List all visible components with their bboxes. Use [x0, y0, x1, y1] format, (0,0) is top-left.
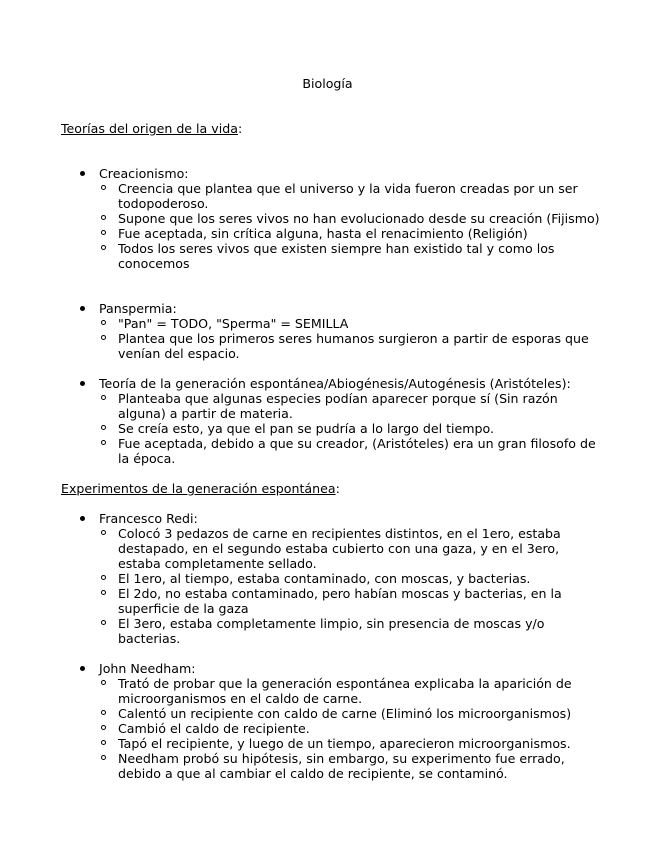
- sub-item-text: Creencia que plantea que el universo y la vida fueron creadas por un ser todopoderoso.: [118, 181, 578, 211]
- sub-list: [99, 181, 600, 271]
- sub-list: [99, 316, 600, 361]
- sub-item-text: Fue aceptada, debido a que su creador, (Aristóteles) era un gran filosofo de la época.: [118, 436, 596, 466]
- page-title: Biología: [302, 76, 353, 91]
- sub-list-item: [99, 436, 600, 466]
- circle-bullet-icon: [101, 440, 106, 445]
- sub-list-item: [99, 181, 600, 211]
- experiment-item: [80, 661, 600, 781]
- circle-bullet-icon: [101, 590, 106, 595]
- circle-bullet-icon: [101, 620, 106, 625]
- sub-item-text: Cambió el caldo de recipiente.: [118, 721, 310, 736]
- sub-item-text: El 2do, no estaba contaminado, pero habían moscas y bacterias, en la superficie de la gaza: [118, 586, 562, 616]
- sub-list-item: [99, 586, 600, 616]
- sub-item-text: Needham probó su hipótesis, sin embargo, su experimento fue errado, debido a que al cambiar el caldo de recipiente, se contaminó.: [118, 751, 565, 781]
- sub-item-text: Se creía esto, ya que el pan se pudría a lo largo del tiempo.: [118, 421, 495, 436]
- sub-item-text: El 1ero, al tiempo, estaba contaminado, con moscas, y bacterias.: [118, 571, 531, 586]
- circle-bullet-icon: [101, 230, 106, 235]
- bullet-icon: [80, 171, 85, 176]
- sub-item-text: Planteaba que algunas especies podían aparecer porque sí (Sin razón alguna) a partir de materia.: [118, 391, 558, 421]
- list-item-label: Creacionismo:: [99, 166, 189, 181]
- sub-list-item: [99, 331, 600, 361]
- sub-list-item: [99, 316, 600, 331]
- circle-bullet-icon: [101, 740, 106, 745]
- bullet-icon: [80, 666, 85, 671]
- theory-item: [80, 166, 600, 271]
- sub-list-item: [99, 706, 600, 721]
- sub-item-text: Colocó 3 pedazos de carne en recipientes distintos, en el 1ero, estaba destapado, en el segundo estaba cubierto con una gaza, y en el 3ero, estaba completamente sellado.: [118, 526, 561, 571]
- circle-bullet-icon: [101, 755, 106, 760]
- sub-list-item: [99, 211, 600, 226]
- list-item: [80, 166, 600, 271]
- sub-list: [99, 391, 600, 466]
- sub-item-text: Plantea que los primeros seres humanos surgieron a partir de esporas que venían del espacio.: [118, 331, 589, 361]
- list-item-label: John Needham:: [99, 661, 196, 676]
- circle-bullet-icon: [101, 530, 106, 535]
- circle-bullet-icon: [101, 335, 106, 340]
- list-item-label: Teoría de la generación espontánea/Abiogénesis/Autogénesis (Aristóteles):: [99, 376, 571, 391]
- sub-item-text: Fue aceptada, sin crítica alguna, hasta el renacimiento (Religión): [118, 226, 528, 241]
- sub-item-text: Calentó un recipiente con caldo de carne (Eliminó los microorganismos): [118, 706, 572, 721]
- sub-list-item: [99, 526, 600, 571]
- bullet-icon: [80, 516, 85, 521]
- circle-bullet-icon: [101, 680, 106, 685]
- sub-list-item: [99, 241, 600, 271]
- section-heading-text: Experimentos de la generación espontánea: [61, 481, 336, 496]
- sub-list-item: [99, 736, 600, 751]
- theory-item: [80, 301, 600, 361]
- section-heading-origin-theories: [61, 121, 242, 136]
- experiment-item: [80, 511, 600, 646]
- sub-list-item: [99, 571, 600, 586]
- section-heading-colon: :: [335, 481, 340, 496]
- circle-bullet-icon: [101, 425, 106, 430]
- theory-item: [80, 376, 600, 466]
- bullet-icon: [80, 306, 85, 311]
- section-heading-experiments: [61, 481, 340, 496]
- sub-list-item: [99, 391, 600, 421]
- circle-bullet-icon: [101, 185, 106, 190]
- circle-bullet-icon: [101, 395, 106, 400]
- list-item: [80, 301, 600, 361]
- sub-list: [99, 676, 600, 781]
- sub-item-text: Tapó el recipiente, y luego de un tiempo, aparecieron microorganismos.: [118, 736, 571, 751]
- sub-item-text: El 3ero, estaba completamente limpio, sin presencia de moscas y/o bacterias.: [118, 616, 545, 646]
- section-heading-colon: :: [237, 121, 243, 136]
- sub-list-item: [99, 721, 600, 736]
- bullet-icon: [80, 381, 85, 386]
- list-item: [80, 511, 600, 646]
- sub-list-item: [99, 226, 600, 241]
- sub-list-item: [99, 421, 600, 436]
- circle-bullet-icon: [101, 710, 106, 715]
- list-item-label: Panspermia:: [99, 301, 177, 316]
- list-item-label: Francesco Redi:: [99, 511, 198, 526]
- sub-item-text: Todos los seres vivos que existen siempre han existido tal y como los conocemos: [118, 241, 555, 271]
- sub-item-text: Trató de probar que la generación espontánea explicaba la aparición de microorganismos en el caldo de carne.: [118, 676, 572, 706]
- sub-item-text: Supone que los seres vivos no han evolucionado desde su creación (Fijismo): [118, 211, 600, 226]
- circle-bullet-icon: [101, 575, 106, 580]
- sub-list-item: [99, 751, 600, 781]
- sub-item-text: "Pan" = TODO, "Sperma" = SEMILLA: [118, 316, 349, 331]
- sub-list-item: [99, 676, 600, 706]
- circle-bullet-icon: [101, 320, 106, 325]
- circle-bullet-icon: [101, 215, 106, 220]
- circle-bullet-icon: [101, 725, 106, 730]
- list-item: [80, 376, 600, 466]
- sub-list: [99, 526, 600, 646]
- circle-bullet-icon: [101, 245, 106, 250]
- sub-list-item: [99, 616, 600, 646]
- section-heading-text: Teorías del origen de la vida: [61, 121, 238, 136]
- list-item: [80, 661, 600, 781]
